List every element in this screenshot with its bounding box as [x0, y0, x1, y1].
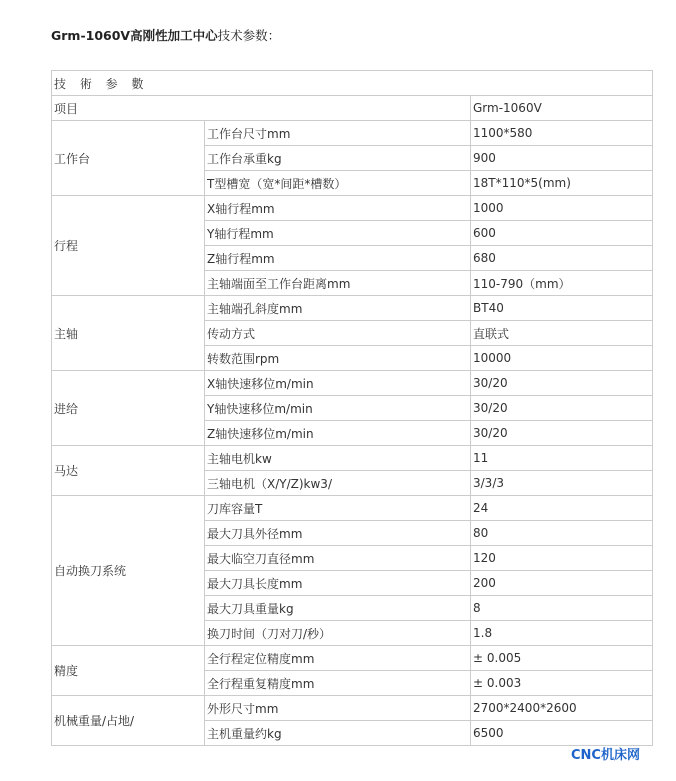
- param-name: 最大临空刀直径mm: [205, 546, 471, 571]
- table-row: [52, 371, 653, 396]
- table-row: [52, 696, 653, 721]
- param-name: 三轴电机（X/Y/Z)kw3/: [205, 471, 471, 496]
- param-value: 200: [471, 571, 653, 596]
- param-value: 18T*110*5(mm): [471, 171, 653, 196]
- param-name: 全行程重复精度mm: [205, 671, 471, 696]
- param-name: T型槽宽（宽*间距*槽数）: [205, 171, 471, 196]
- group-label: 机械重量/占地/: [52, 696, 205, 746]
- spec-table-body: [52, 71, 653, 746]
- table-row: [52, 446, 653, 471]
- param-name: 最大刀具外径mm: [205, 521, 471, 546]
- group-label: 工作台: [52, 121, 205, 196]
- param-value: 8: [471, 596, 653, 621]
- watermark-logo: CNC机床网: [571, 748, 640, 763]
- group-label: 自动换刀系统: [52, 496, 205, 646]
- param-value: 30/20: [471, 371, 653, 396]
- param-value: BT40: [471, 296, 653, 321]
- table-row: [52, 496, 653, 521]
- param-value: 1000: [471, 196, 653, 221]
- param-name: 工作台承重kg: [205, 146, 471, 171]
- spec-table: [51, 70, 653, 746]
- table-header-row: [52, 71, 653, 96]
- param-value: 110-790（mm）: [471, 271, 653, 296]
- param-name: 传动方式: [205, 321, 471, 346]
- param-value: 30/20: [471, 396, 653, 421]
- param-name: 主机重量约kg: [205, 721, 471, 746]
- param-name: 最大刀具长度mm: [205, 571, 471, 596]
- param-value: 6500: [471, 721, 653, 746]
- group-label: 行程: [52, 196, 205, 296]
- param-value: 直联式: [471, 321, 653, 346]
- param-name: 换刀时间（刀对刀/秒）: [205, 621, 471, 646]
- param-value: 1100*580: [471, 121, 653, 146]
- param-name: 工作台尺寸mm: [205, 121, 471, 146]
- param-value: 120: [471, 546, 653, 571]
- param-value: 30/20: [471, 421, 653, 446]
- param-name: 外形尺寸mm: [205, 696, 471, 721]
- param-name: 主轴端孔斜度mm: [205, 296, 471, 321]
- group-label: 马达: [52, 446, 205, 496]
- param-name: 主轴电机kw: [205, 446, 471, 471]
- group-label: 进给: [52, 371, 205, 446]
- param-name: X轴行程mm: [205, 196, 471, 221]
- param-value: 10000: [471, 346, 653, 371]
- table-header: 技 術 参 數: [52, 71, 653, 96]
- item-value: Grm-1060V: [471, 96, 653, 121]
- param-name: 最大刀具重量kg: [205, 596, 471, 621]
- table-row: [52, 121, 653, 146]
- param-name: X轴快速移位m/min: [205, 371, 471, 396]
- group-label: 精度: [52, 646, 205, 696]
- param-value: 900: [471, 146, 653, 171]
- param-name: 主轴端面至工作台距离mm: [205, 271, 471, 296]
- param-name: Z轴快速移位m/min: [205, 421, 471, 446]
- param-name: 全行程定位精度mm: [205, 646, 471, 671]
- table-row: [52, 296, 653, 321]
- param-name: 转数范围rpm: [205, 346, 471, 371]
- param-value: 80: [471, 521, 653, 546]
- title-suffix: 技术参数：: [217, 28, 281, 43]
- param-name: 刀库容量T: [205, 496, 471, 521]
- param-name: Y轴行程mm: [205, 221, 471, 246]
- table-row: [52, 196, 653, 221]
- title-model: Grm-1060V高刚性加工中心: [51, 28, 218, 43]
- param-value: 680: [471, 246, 653, 271]
- table-row: [52, 646, 653, 671]
- param-name: Z轴行程mm: [205, 246, 471, 271]
- param-value: 11: [471, 446, 653, 471]
- group-label: 主轴: [52, 296, 205, 371]
- param-name: Y轴快速移位m/min: [205, 396, 471, 421]
- param-value: ± 0.005: [471, 646, 653, 671]
- param-value: 24: [471, 496, 653, 521]
- param-value: 2700*2400*2600: [471, 696, 653, 721]
- param-value: 600: [471, 221, 653, 246]
- item-label: 项目: [52, 96, 471, 121]
- param-value: 1.8: [471, 621, 653, 646]
- page-title: [51, 26, 280, 44]
- param-value: ± 0.003: [471, 671, 653, 696]
- item-row: [52, 96, 653, 121]
- param-value: 3/3/3: [471, 471, 653, 496]
